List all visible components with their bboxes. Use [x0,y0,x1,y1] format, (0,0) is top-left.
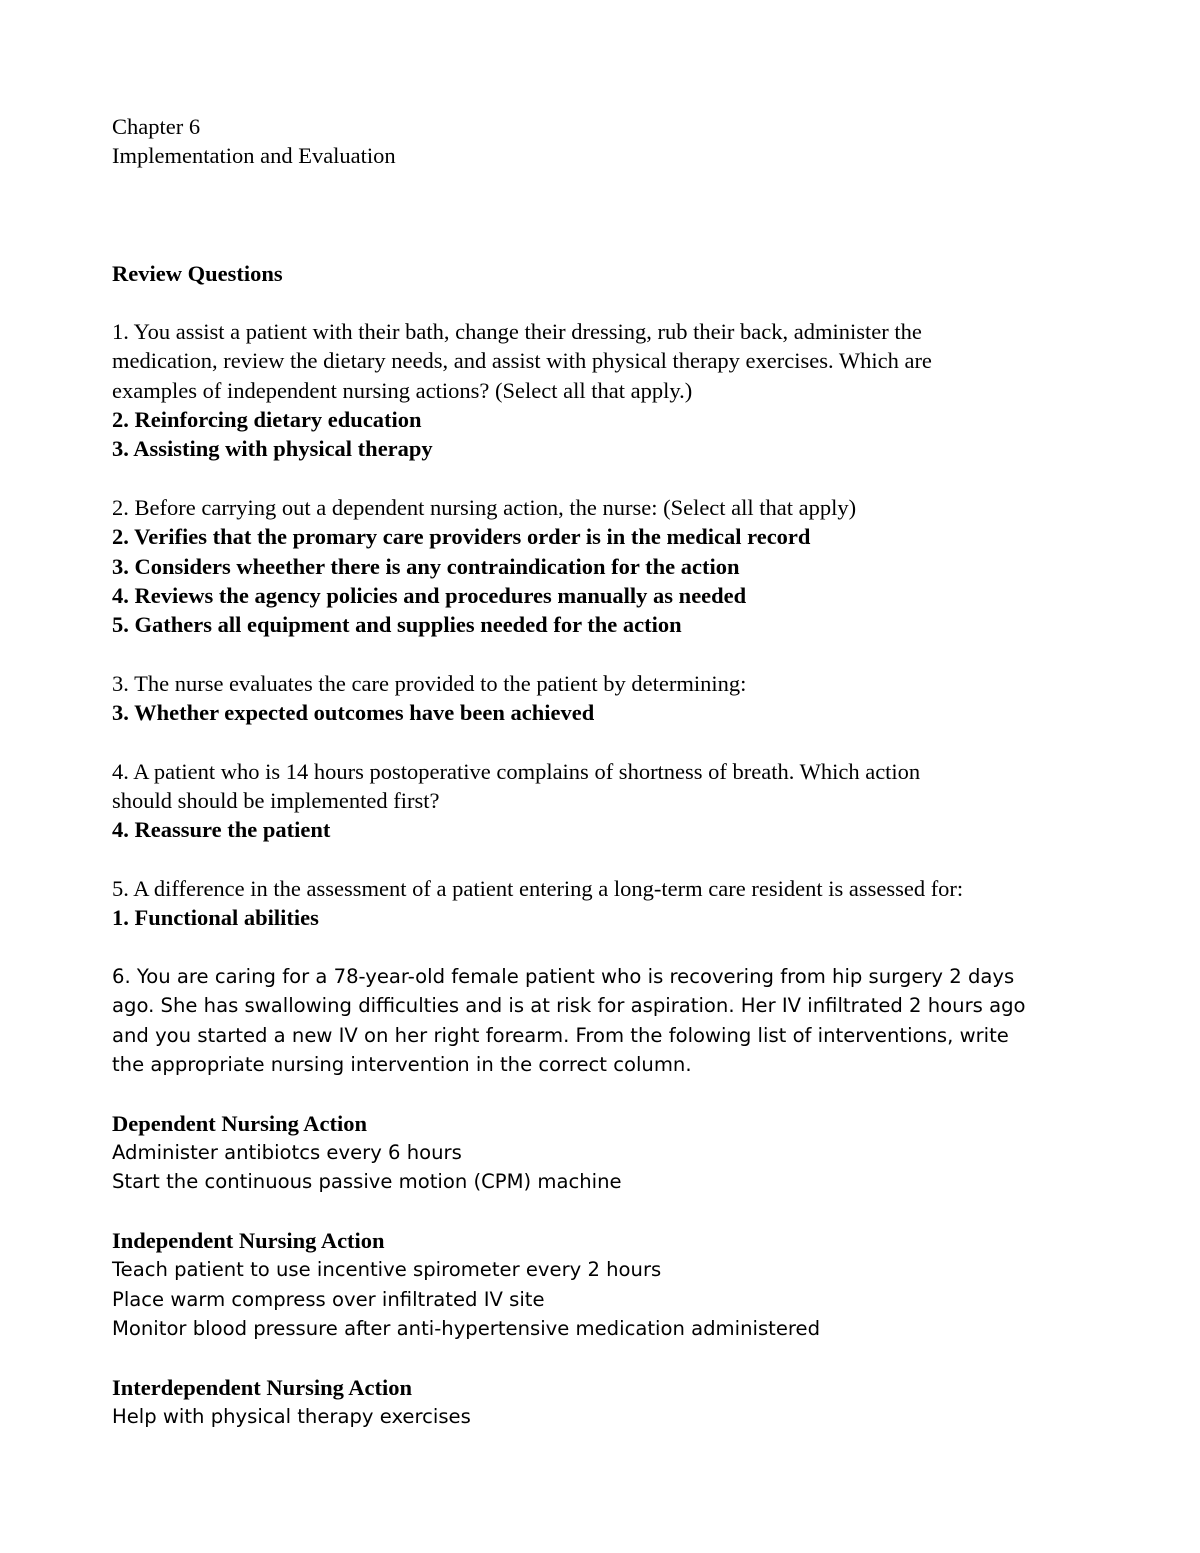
category-item: Monitor blood pressure after anti-hypertensive medication administered [112,1317,821,1341]
spacer [112,288,1122,317]
answer-line: 3. Assisting with physical therapy [112,436,433,462]
category-item: Help with physical therapy exercises [112,1405,471,1429]
question-text-line: the appropriate nursing intervention in the correct column. [112,1052,692,1076]
category-heading: Interdependent Nursing Action [112,1374,413,1400]
spacer [112,727,1122,756]
spacer [112,1197,1122,1226]
answer-line: 2. Verifies that the promary care providers order is in the medical record [112,524,811,550]
spacer [112,1079,1122,1108]
chapter-number: Chapter 6 [112,114,201,139]
document-page [112,112,1122,1432]
category-heading: Dependent Nursing Action [112,1110,368,1136]
spacer [112,845,1122,874]
answer-line: 5. Gathers all equipment and supplies needed for the action [112,612,682,638]
question-text-line: and you started a new IV on her right forearm. From the folowing list of interventions, write [112,1023,1009,1047]
question-text-line: 3. The nurse evaluates the care provided to the patient by determining: [112,670,747,696]
answer-line: 3. Whether expected outcomes have been achieved [112,700,595,726]
spacer [112,464,1122,493]
spacer [112,639,1122,668]
category-item: Start the continuous passive motion (CPM) machine [112,1170,622,1194]
chapter-title: Implementation and Evaluation [112,143,396,169]
question-text-line: 4. A patient who is 14 hours postoperative complains of shortness of breath. Which action [112,758,921,784]
spacer [112,932,1122,961]
answer-line: 4. Reviews the agency policies and procedures manually as needed [112,582,747,608]
question-5 [112,874,1122,933]
question-text-line: 5. A difference in the assessment of a patient entering a long-term care resident is assessed for: [112,875,964,901]
answer-line: 4. Reassure the patient [112,817,331,843]
question-6 [112,962,1122,1080]
independent-nursing-action-section [112,1226,1122,1344]
answer-line: 2. Reinforcing dietary education [112,407,422,433]
category-item: Teach patient to use incentive spirometer every 2 hours [112,1258,662,1282]
category-item: Place warm compress over infiltrated IV site [112,1287,545,1311]
question-text-line: medication, review the dietary needs, and assist with physical therapy exercises. Which are [112,348,932,374]
question-text-line: 1. You assist a patient with their bath, change their dressing, rub their back, administer the [112,319,922,345]
dependent-nursing-action-section [112,1109,1122,1197]
question-text-line: 2. Before carrying out a dependent nursing action, the nurse: (Select all that apply) [112,494,857,520]
question-1 [112,317,1122,463]
category-heading: Independent Nursing Action [112,1228,385,1254]
question-text-line: ago. She has swallowing difficulties and is at risk for aspiration. Her IV infiltrated 2 hours ago [112,994,1026,1018]
answer-line: 3. Considers wheether there is any contraindication for the action [112,553,740,579]
interdependent-nursing-action-section [112,1373,1122,1432]
question-text-line: 6. You are caring for a 78-year-old female patient who is recovering from hip surgery 2 days [112,964,1015,988]
question-text-line: should should be implemented first? [112,787,440,813]
question-4 [112,757,1122,845]
spacer [112,171,1122,259]
question-3 [112,669,1122,728]
answer-line: 1. Functional abilities [112,905,319,931]
question-text-line: examples of independent nursing actions? (Select all that apply.) [112,377,693,403]
spacer [112,1344,1122,1373]
review-questions-heading: Review Questions [112,260,283,286]
question-2 [112,493,1122,639]
category-item: Administer antibiotcs every 6 hours [112,1140,462,1164]
